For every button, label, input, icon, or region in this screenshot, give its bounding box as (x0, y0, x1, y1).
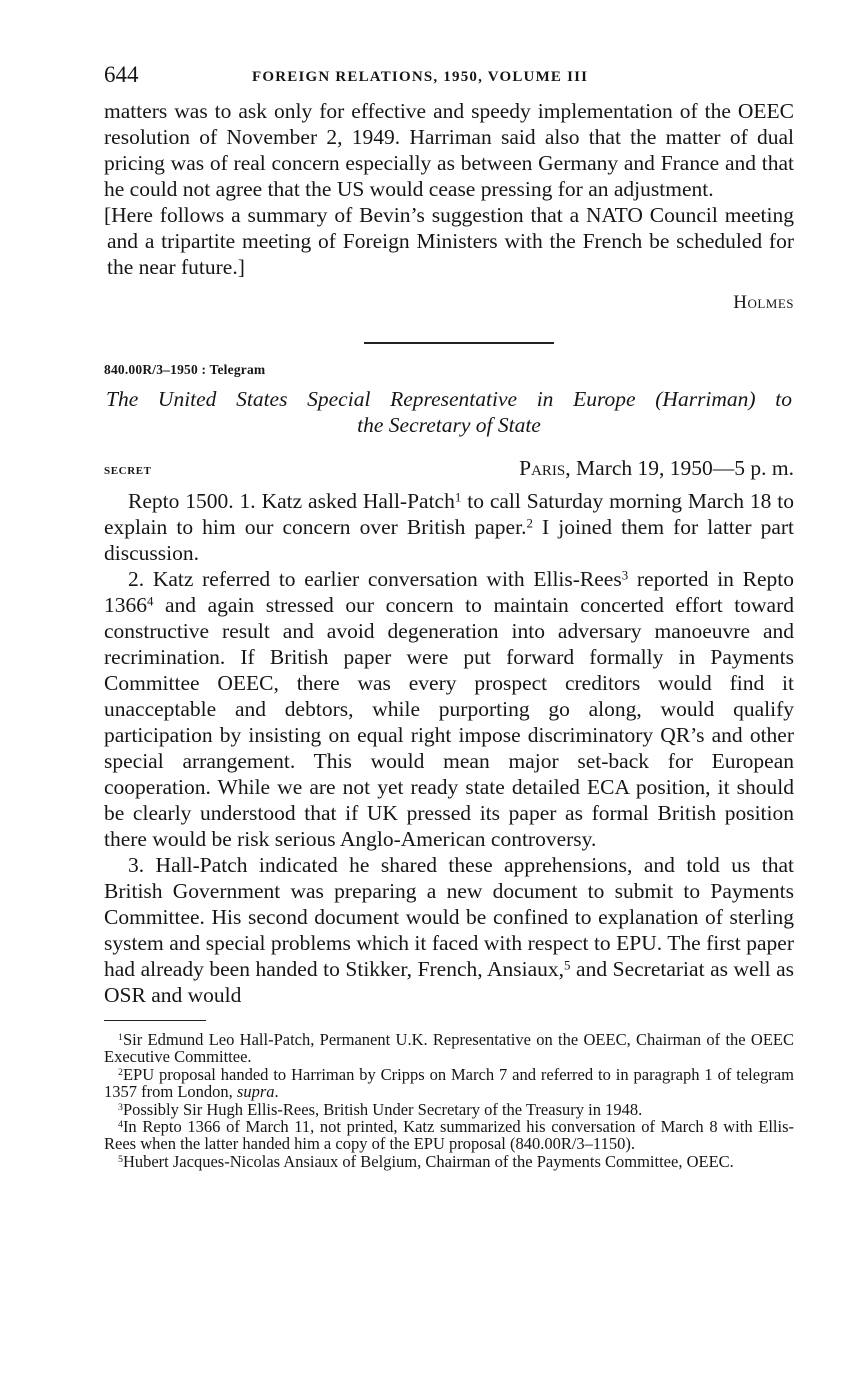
footnote-1 (104, 1031, 794, 1066)
preceding-paragraph-continuation: matters was to ask only for effective and speedy implementation of the OEEC resolution of November 2, 1949. Harriman said also that the matter of dual pricing was of real concern especially as between Germany and France and that he could not agree that the US would cease pressing for an adjustment. (104, 99, 794, 201)
document-page (104, 60, 794, 1170)
footnote-marker-5: 5 (118, 1153, 123, 1165)
p1-text-b: to call Saturday morning March 18 to explain to him our concern over British paper. (104, 489, 795, 539)
p1-text-c: I joined them for latter part discussion. (104, 515, 794, 565)
file-reference: 840.00R/3–1950 : Telegram (104, 362, 266, 377)
signature: Holmes (733, 292, 794, 313)
p2-text-a: 2. Katz referred to earlier conversation with Ellis-Rees (128, 567, 622, 591)
place: Paris (519, 456, 566, 480)
document-title (104, 386, 794, 438)
p2-text-b: reported in Repto 1366 (104, 567, 794, 617)
footnote-ref-5: 5 (564, 958, 571, 973)
footnote-text-4: In Repto 1366 of March 11, not printed, Katz summarized his conversation of March 8 with Ellis-Rees when the latter handed him a copy of the EPU proposal (840.00R/3–1150). (104, 1117, 794, 1154)
footnotes (104, 1031, 794, 1170)
footnote-2 (104, 1066, 794, 1101)
body-paragraph-3 (104, 852, 794, 1008)
footnote-text-2b: . (274, 1082, 279, 1102)
footnote-marker-4: 4 (118, 1119, 123, 1131)
footnote-ref-2: 2 (526, 516, 533, 531)
running-head-title: FOREIGN RELATIONS, 1950, VOLUME III (252, 69, 589, 85)
footnote-marker-3: 3 (118, 1101, 123, 1113)
footnote-ref-4: 4 (147, 594, 154, 609)
p2-text-c: and again stressed our concern to maintain concerted effort toward constructive result and avoid degeneration into adversary manoeuvre and recrimination. If British paper were put forward formally in Payments Committee OEEC, there was every prospect creditors would find it unacceptable and debtors, while purporting go along, would qualify participation by insisting on equal right impose discriminatory QR’s and other special arrangement. This would mean major set-back for European cooperation. While we are not yet ready state detailed ECA position, it should be clearly understood that if UK pressed its paper as formal British position there would be risk serious Anglo-American controversy. (104, 593, 794, 851)
p3-text-a: 3. Hall-Patch indicated he shared these apprehensions, and told us that British Government was preparing a new document to submit to Payments Committee. His second document would be confined to explanation of sterling system and special problems which it faced with respect to EPU. The first paper had already been handed to Stikker, French, Ansiaux, (104, 853, 794, 981)
footnote-marker-1: 1 (118, 1032, 123, 1044)
document-title-line-2: the Secretary of State (357, 413, 541, 437)
section-divider (364, 342, 554, 344)
footnote-3 (104, 1101, 794, 1118)
page-number: 644 (104, 62, 139, 87)
document-title-line-1: The United States Special Representative in Europe (Harriman) to (106, 387, 792, 411)
footnote-5 (104, 1153, 794, 1170)
footnote-text-2-italic: supra (236, 1082, 275, 1102)
editorial-note: [Here follows a summary of Bevin’s suggestion that a NATO Council meeting and a tripartite meeting of Foreign Ministers with the French be scheduled for the near future.] (104, 203, 794, 279)
place-and-date (519, 456, 794, 481)
classification-label: secret (104, 462, 152, 478)
footnote-divider (104, 1020, 206, 1021)
dateline (104, 456, 794, 486)
running-head (104, 60, 794, 98)
footnote-marker-2: 2 (118, 1066, 123, 1078)
footnote-ref-1: 1 (454, 490, 462, 505)
footnote-ref-3: 3 (621, 568, 629, 583)
date: , March 19, 1950—5 p. m. (565, 456, 794, 480)
p1-text-a: Repto 1500. 1. Katz asked Hall-Patch (128, 489, 455, 513)
footnote-4 (104, 1118, 794, 1153)
footnote-text-5: Hubert Jacques-Nicolas Ansiaux of Belgium, Chairman of the Payments Committee, OEEC. (122, 1151, 734, 1171)
footnote-text-3: Possibly Sir Hugh Ellis-Rees, British Under Secretary of the Treasury in 1948. (122, 1099, 643, 1119)
p3-text-b: and Secretariat as well as OSR and would (104, 957, 794, 1007)
body-paragraph-1 (104, 488, 794, 566)
footnote-text-2a: EPU proposal handed to Harriman by Cripps on March 7 and referred to in paragraph 1 of telegram 1357 from London, (104, 1064, 794, 1102)
telegram-body (104, 488, 794, 1008)
footnote-text-1: Sir Edmund Leo Hall-Patch, Permanent U.K. Representative on the OEEC, Chairman of the OEEC Executive Committee. (104, 1030, 794, 1067)
body-paragraph-2 (104, 566, 794, 852)
